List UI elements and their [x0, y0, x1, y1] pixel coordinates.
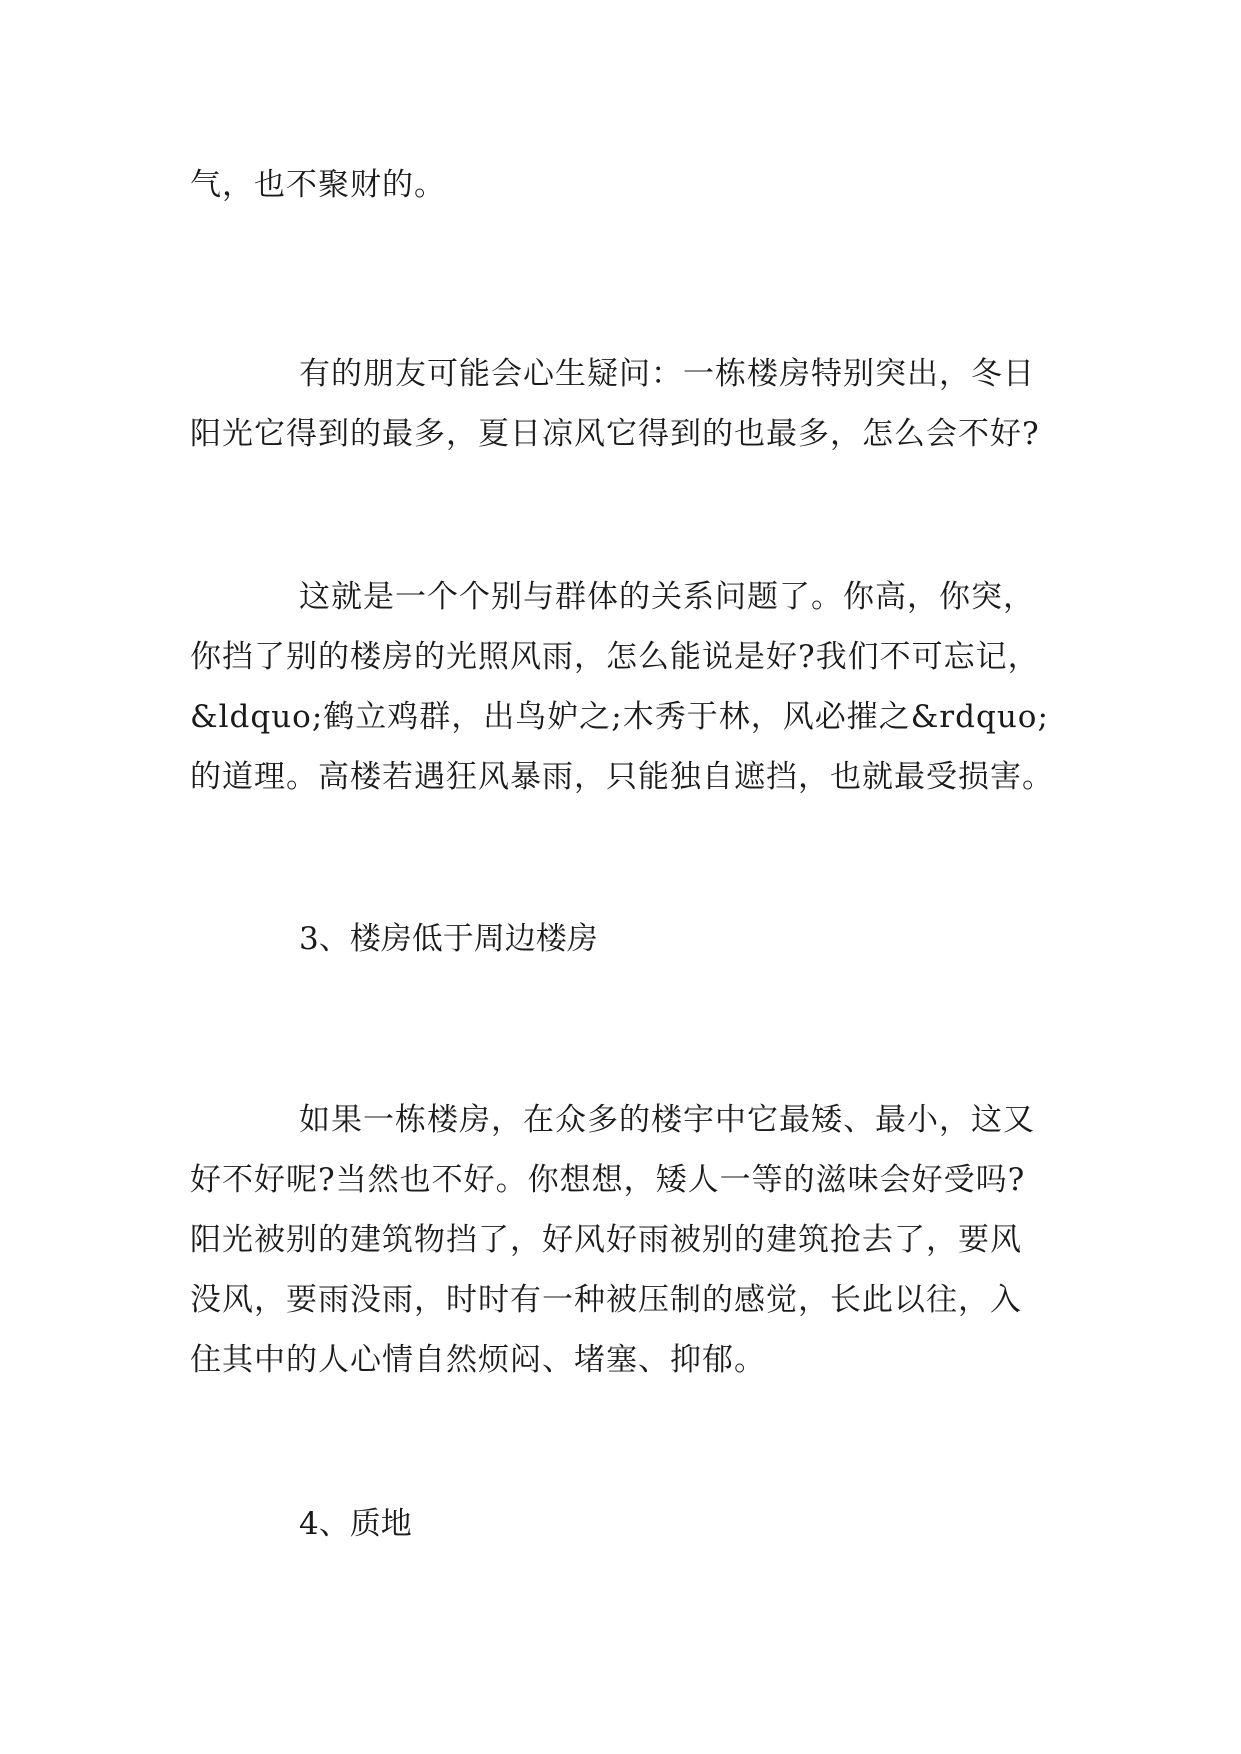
paragraph-4-line-4: 没风，要雨没雨，时时有一种被压制的感觉，长此以往，入: [190, 1282, 1022, 1318]
section-heading-3: 3、楼房低于周边楼房: [299, 921, 598, 957]
paragraph-3-line-4: 的道理。高楼若遇狂风暴雨，只能独自遮挡，也就最受损害。: [190, 759, 1054, 795]
paragraph-4-line-2: 好不好呢?当然也不好。你想想，矮人一等的滋味会好受吗?: [190, 1162, 1026, 1198]
paragraph-4-line-5: 住其中的人心情自然烦闷、堵塞、抑郁。: [190, 1342, 766, 1378]
paragraph-3-line-3: &ldquo;鹤立鸡群，出鸟妒之;木秀于林，风必摧之&rdquo;: [190, 699, 1049, 735]
paragraph-2-line-1: 有的朋友可能会心生疑问：一栋楼房特别突出，冬日: [299, 356, 1035, 392]
paragraph-4-line-1: 如果一栋楼房，在众多的楼宇中它最矮、最小，这又: [299, 1102, 1035, 1138]
section-heading-4: 4、质地: [299, 1506, 412, 1542]
paragraph-4-line-3: 阳光被别的建筑物挡了，好风好雨被别的建筑抢去了，要风: [190, 1222, 1022, 1258]
paragraph-2-line-2: 阳光它得到的最多，夏日凉风它得到的也最多，怎么会不好?: [190, 416, 1040, 452]
paragraph-1-line-1: 气，也不聚财的。: [190, 167, 446, 203]
paragraph-3-line-1: 这就是一个个别与群体的关系问题了。你高，你突，: [299, 579, 1035, 615]
paragraph-3-line-2: 你挡了别的楼房的光照风雨，怎么能说是好?我们不可忘记，: [190, 639, 1040, 675]
